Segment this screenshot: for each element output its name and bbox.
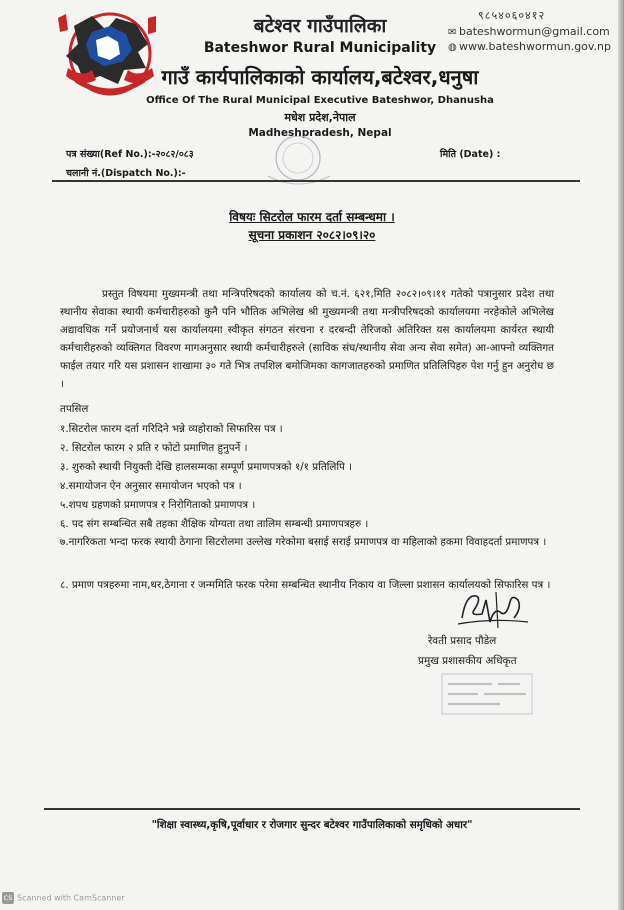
scanner-watermark <box>2 892 125 904</box>
date-label: मिति (Date) : <box>440 149 501 160</box>
municipality-name-nepali: बटेश्वर गाउँपालिका <box>253 15 387 37</box>
list-item: २. सिटरोल फारम २ प्रति र फोटो प्रमाणित हुनुपर्ने । <box>60 442 248 454</box>
list-item: ४.समायोजन ऐन अनुसार समायोजन भएको पत्र । <box>60 480 242 492</box>
blurred-official-stamp <box>440 670 540 718</box>
list-item: ८. प्रमाण पत्रहरुमा नाम,थर,ठेगाना र जन्ममिति फरक परेमा सम्बन्धित स्थानीय निकाय वा जिल्ला प्रशासन कार्यालयको सिफारिस पत्र । <box>60 579 551 591</box>
office-name-nepali: गाउँ कार्यपालिकाको कार्यालय,बटेश्वर,धनुषा <box>161 65 479 89</box>
list-item: ५.शपथ ग्रहणको प्रमाणपत्र र निरोगिताको प्रमाणपत्र । <box>60 499 256 511</box>
scanner-text: Scanned with CamScanner <box>17 893 125 903</box>
list-item: ६. पद संग सम्बन्धित सबै तहका शैक्षिक योग्यता तथा तालिम सम्बन्धी प्रमाणपत्रहरु । <box>60 518 369 530</box>
letter-body: प्रस्तुत विषयमा मुख्यमन्त्री तथा मन्त्रिपरिषदको कार्यालय को च.नं. ६२१,मिति २०८२।०९।११ गतेको पत्रानुसार प्रदेश तथा स्थानीय सेवाका स्थायी कर्मचारीहरुको कुनै पनि भौतिक अभिलेख श्री मुख्यमन्त्री तथा मन्त्रीपरिषदको कार्यालयमा नरहेकोले अभिलेख अद्यावधिक गर्ने प्रयोजनार्थ यस कार्यालयमा स्वीकृत संगठन संरचना र दरबन्दी तेरिजको अतिरिक्त यस कार्यालयमा कार्यरत स्थायी कर्मचारीहरुको व्यक्तिगत विवरण मागअनुसार स्थायी कर्मचारीहरुले (साविक संघ/स्थानीय सेवा अन्य सेवा समेत) आ-आफ्नो व्यक्तिगत फाईल तयार गरि यस प्रशासन शाखामा ३० गते भित्र तपशिल बमोजिमका कागजातहरुको प्रमाणित प्रतिलिपिहरु पेश गर्नु हुन अनुरोध छ । <box>60 288 554 391</box>
list-item: ३. शुरुको स्थायी नियुक्ती देखि हालसम्मका सम्पूर्ण प्रमाणपत्रको १/१ प्रतिलिपि । <box>60 461 353 473</box>
paper-edge-shadow <box>618 0 624 910</box>
email-address: bateshwormun@gmail.com <box>459 25 610 38</box>
email-contact <box>448 25 610 38</box>
notice-text: सूचना प्रकाशन २०८२।०९।२० <box>248 228 376 242</box>
municipality-name-english: Bateshwor Rural Municipality <box>203 40 437 56</box>
signatory-title: प्रमुख प्रशासकीय अधिकृत <box>418 655 517 667</box>
camscanner-icon: CS <box>3 894 13 902</box>
globe-icon: ◍ <box>448 42 457 53</box>
reference-number: पत्र संख्या(Ref No.):-२०८२/०८३ <box>66 149 194 160</box>
province-nepali: मधेश प्रदेश,नेपाल <box>284 111 356 124</box>
footer-motto: "शिक्षा स्वास्थ्य,कृषि,पूर्वाधार र रोजगार सुन्दर बटेश्वर गाउँपालिकाको समृधिको अधार" <box>151 819 473 831</box>
list-item: ७.नागरिकता भन्दा फरक स्थायी ठेगाना सिटरोलमा उल्लेख गरेकोमा बसाई सराई प्रमाणपत्र वा महिलाको हकमा विवाहदर्ता प्रमाणपत्र । <box>60 536 547 548</box>
list-item: १.सिटरोल फारम दर्ता गरिदिने भन्ने व्यहोराको सिफारिस पत्र । <box>60 423 283 435</box>
website-address: www.bateshwormun.gov.np <box>459 40 612 53</box>
footer-divider <box>44 808 580 810</box>
province-english: Madheshpradesh, Nepal <box>248 127 392 139</box>
phone-number: ९८५४०६०४१२ <box>478 9 546 22</box>
website-contact <box>448 40 611 53</box>
office-name-english: Office Of The Rural Municipal Executive Bateshwor, Dhanusha <box>146 95 494 106</box>
mail-icon: ✉ <box>448 27 457 38</box>
dispatch-number: चलानी नं.(Dispatch No.):- <box>66 168 186 179</box>
signatory-name: रेवती प्रसाद पौडेल <box>428 635 497 647</box>
list-heading: तपसिल <box>60 403 89 415</box>
subject-text: विषयः सिटरोल फारम दर्ता सम्बन्धमा । <box>229 210 395 224</box>
subject-line <box>0 208 624 225</box>
notice-line <box>0 226 624 243</box>
header-divider <box>52 180 580 182</box>
handwritten-signature <box>452 588 532 632</box>
